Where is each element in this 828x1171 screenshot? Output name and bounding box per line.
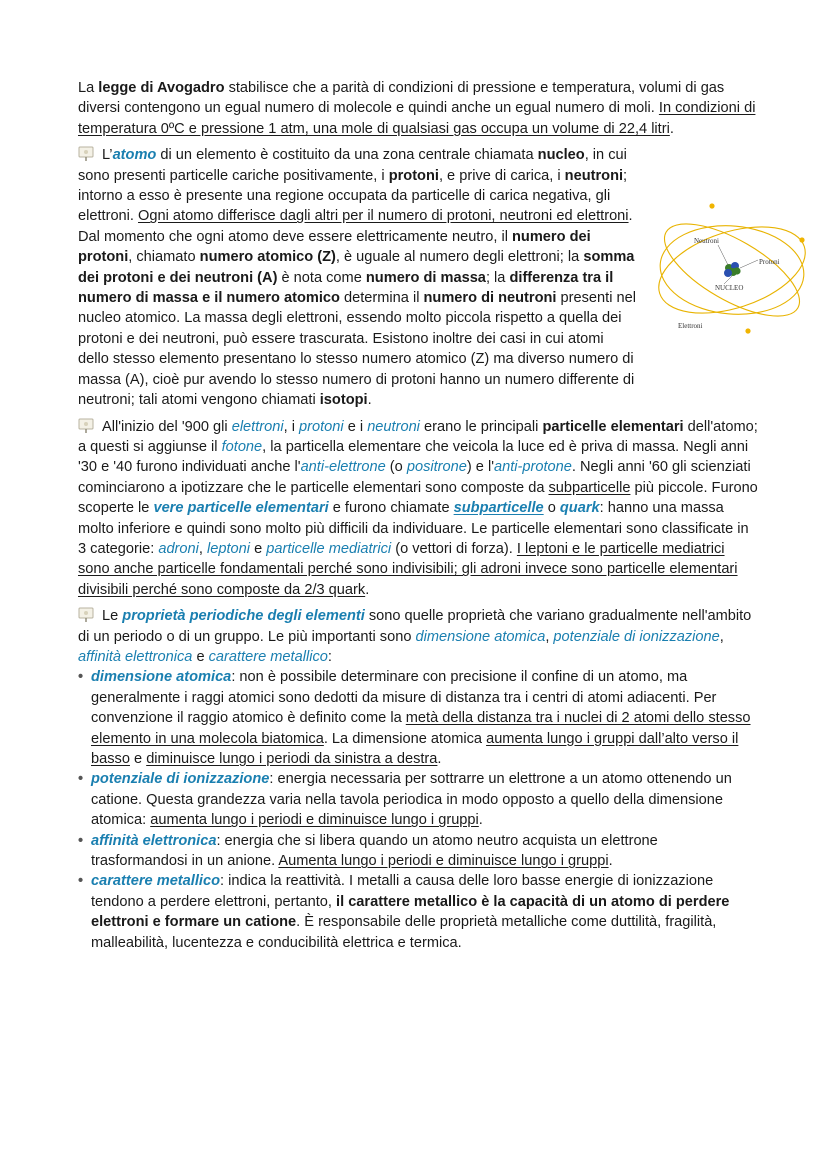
text: (o — [385, 459, 407, 476]
term-carattere-metallico: carattere metallico — [208, 648, 328, 665]
term-neutroni: neutroni — [564, 167, 624, 184]
list-item — [78, 667, 758, 769]
text: . — [365, 581, 370, 598]
text: e — [250, 540, 267, 557]
underlined-statement: aumenta lungo i periodi e diminuisce lungo i gruppi — [150, 812, 479, 829]
text: . La dimensione atomica — [323, 730, 487, 747]
electron-dot — [799, 237, 804, 242]
text: : hanno una massa molto inferiore e quindi sono molto più difficili da individuare. Le particelle elementari sono classificate in 3 categorie: — [78, 500, 749, 557]
underlined-statement: Aumenta lungo i periodi e diminuisce lungo i gruppi — [278, 853, 609, 870]
term-nucleo: nucleo — [537, 147, 585, 164]
bold-statement: il carattere metallico è la capacità di un atomo di perdere elettroni e formare un catione — [91, 893, 730, 931]
pushpin-icon — [78, 417, 98, 433]
term-isotopi: isotopi — [319, 392, 368, 409]
text: . È responsabile delle proprietà metalliche come duttilità, fragilità, malleabilità, lucentezza e conducibilità elettrica e termica. — [91, 914, 717, 951]
term-numero-massa: numero di massa — [365, 269, 486, 286]
term-positrone: positrone — [406, 459, 467, 476]
term-subparticelle: subparticelle — [453, 500, 544, 517]
text: : indica la reattività. I metalli a causa delle loro basse energie di ionizzazione tendono a perdere elettroni, pertanto, — [91, 873, 714, 910]
list-item — [78, 831, 758, 872]
properties-list — [78, 667, 758, 953]
term-leptoni: leptoni — [207, 540, 251, 557]
text: . Dal momento che ogni atomo deve essere elettricamente neutro, il — [78, 208, 633, 245]
label-leader — [740, 260, 758, 268]
term-particelle-elementari: particelle elementari — [542, 418, 684, 435]
atom-paragraph — [78, 145, 636, 410]
text: : energia necessaria per sottrarre un elettrone a un atomo ottenendo un catione. Questa grandezza varia nella tavola periodica in modo opposto a quello della dimensione atomica: — [91, 771, 732, 829]
properties-paragraph — [78, 606, 758, 667]
list-item-term: carattere metallico — [91, 873, 220, 890]
text: o — [543, 500, 560, 517]
term-numero-neutroni: numero di neutroni — [423, 290, 557, 307]
electron-dot — [709, 203, 714, 208]
text: . — [669, 120, 674, 137]
text: presenti nel nucleo atomico. La massa degli elettroni, essendo molto piccola rispetto a quella dei protoni e dei neutroni, può essere trascurata. Esistono inoltre dei casi in cui atomi dello stesso elemento presentano lo stesso numero atomico (Z) ma diverso numero di massa (A), cioè pur avendo lo stesso numero di protoni hanno un numero differente di neutroni; tali atomi vengono chiamati — [78, 290, 636, 409]
label-leader — [718, 245, 728, 265]
text: determina il — [339, 290, 424, 307]
text: : non è possibile determinare con precisione il confine di un atomo, ma generalmente i raggi atomici sono dedotti da misure di distanza tra i centri di atomi adiacenti. Per convenzione il raggio atomico è definito come la — [91, 669, 717, 727]
underlined-statement: metà della distanza tra i nuclei di 2 atomi dello stesso elemento in una molecola biatomica — [91, 710, 751, 747]
text: (o vettori di forza). — [391, 540, 517, 557]
term-numero-protoni: numero dei protoni — [78, 228, 591, 266]
atom-diagram — [652, 196, 812, 346]
term-fotone: fotone — [221, 438, 263, 455]
underlined-statement: Ogni atomo differisce dagli altri per il numero di protoni, neutroni ed elettroni — [138, 208, 629, 225]
text: : energia che si libera quando un atomo neutro acquista un elettrone trasformandosi in un anione. — [91, 832, 658, 870]
particles-paragraph — [78, 417, 758, 601]
text: ; la — [485, 269, 510, 286]
label-elettroni: Elettroni — [678, 322, 703, 330]
text: , — [198, 540, 208, 557]
label-protoni: Protoni — [759, 258, 780, 266]
text: All'inizio del '900 gli — [102, 418, 232, 435]
term-adroni: adroni — [158, 540, 199, 557]
term-neutroni: neutroni — [367, 418, 420, 435]
pushpin-icon — [78, 606, 98, 622]
text: L’ — [102, 147, 113, 164]
pushpin-icon — [78, 145, 98, 161]
term-differenza: differenza tra il numero di massa e il numero atomico — [78, 269, 614, 307]
text: erano le principali — [419, 418, 543, 435]
term-protoni: protoni — [299, 418, 344, 435]
text: . — [478, 812, 483, 829]
underlined-statement: I leptoni e le particelle mediatrici sono anche particelle fondamentali perché sono indivisibili; gli adroni invece sono particelle elementari divisibili perché sono composte da 2/3 quark — [78, 540, 738, 598]
text: ) e l' — [466, 459, 495, 476]
list-item — [78, 769, 758, 830]
text: . — [608, 853, 613, 870]
term-quark: quark — [559, 500, 600, 517]
text: . Negli anni '60 gli scienziati cominciarono a ipotizzare che le particelle elementari sono composte da — [78, 459, 751, 496]
text: e — [192, 648, 209, 665]
text: e — [129, 751, 147, 767]
label-nucleo: NUCLEO — [715, 284, 744, 292]
term-dimensione-atomica: dimensione atomica — [415, 628, 546, 645]
term-elettroni: elettroni — [231, 418, 284, 435]
text: , i — [283, 418, 300, 435]
text: , — [719, 628, 724, 645]
avogadro-term: legge di Avogadro — [98, 80, 225, 96]
term-somma: somma dei protoni e dei neutroni (A) — [78, 249, 635, 286]
text: stabilisce che a parità di condizioni di pressione e temperatura, volumi di gas diversi contengono un egual numero di molecole e quindi anche un egual numero di moli. — [78, 80, 725, 117]
term-affinita-elettronica: affinità elettronica — [78, 648, 193, 665]
term-potenziale-ionizzazione: potenziale di ionizzazione — [553, 628, 720, 645]
electron-dot — [745, 328, 750, 333]
text: dell'atomo; a questi si aggiunse il — [78, 418, 758, 455]
term-subparticelle: subparticelle — [548, 479, 631, 496]
label-neutroni: Neutroni — [694, 237, 719, 245]
text: La — [78, 80, 99, 96]
underlined-statement: In condizioni di temperatura 0ºC e pressione 1 atm, una mole di qualsiasi gas occupa un volume di 22,4 litri — [78, 100, 756, 137]
text: . — [367, 392, 372, 409]
label-leader — [724, 276, 732, 284]
list-item-term: potenziale di ionizzazione — [91, 771, 270, 788]
term-atomo: atomo — [112, 147, 157, 164]
text: . — [437, 751, 442, 767]
text: sono quelle proprietà che variano gradualmente nell'ambito di un periodo o di un gruppo. Le più importanti sono — [78, 608, 752, 645]
text: Le — [102, 608, 123, 625]
term-protoni: protoni — [388, 167, 439, 184]
term-numero-atomico: numero atomico (Z) — [199, 249, 336, 266]
avogadro-paragraph — [78, 78, 758, 139]
text: , in cui sono presenti particelle cariche positivamente, i — [78, 147, 627, 184]
underlined-statement: aumenta lungo i gruppi dall’alto verso il basso — [91, 730, 739, 767]
text: , la particella elementare che veicola la luce ed è priva di massa. Negli anni '30 e '40 furono individuati anche l' — [78, 438, 749, 476]
list-item-term: affinità elettronica — [91, 832, 217, 849]
term-anti-protone: anti-protone — [494, 459, 572, 476]
text: è nota come — [277, 269, 366, 286]
text: e furono chiamate — [328, 500, 454, 517]
list-item — [78, 871, 758, 953]
text: di un elemento è costituito da una zona centrale chiamata — [156, 147, 538, 164]
text: ; intorno a esso è presente una regione occupata da particelle di carica negativa, gli elettroni. — [78, 167, 628, 225]
term-particelle-mediatrici: particelle mediatrici — [266, 540, 392, 557]
list-item-term: dimensione atomica — [91, 669, 232, 686]
term-proprieta-periodiche: proprietà periodiche degli elementi — [122, 608, 365, 625]
text: , è uguale al numero degli elettroni; la — [335, 249, 584, 266]
text: e i — [343, 418, 368, 435]
text: , chiamato — [128, 249, 200, 266]
term-anti-elettrone: anti-elettrone — [300, 459, 386, 476]
nucleus — [724, 262, 741, 277]
text: : — [327, 648, 332, 665]
underlined-statement: diminuisce lungo i periodi da sinistra a destra — [146, 751, 438, 767]
text: , e prive di carica, i — [438, 167, 565, 184]
text: , — [545, 628, 554, 645]
text: più piccole. Furono scoperte le — [78, 479, 758, 517]
term-vere-particelle: vere particelle elementari — [153, 500, 329, 517]
